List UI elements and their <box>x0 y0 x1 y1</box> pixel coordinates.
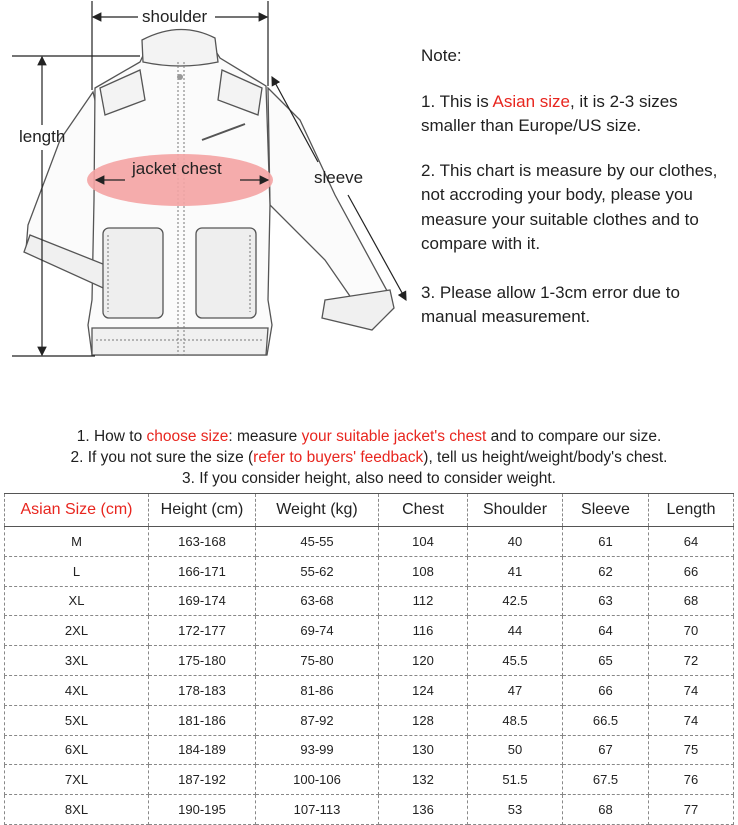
table-cell: 172-177 <box>149 616 256 646</box>
table-cell: 63 <box>563 586 649 616</box>
instruction-1-c: : measure <box>228 428 302 445</box>
table-cell: 130 <box>379 735 468 765</box>
table-cell: 72 <box>649 646 734 676</box>
table-cell: 63-68 <box>256 586 379 616</box>
table-cell: 93-99 <box>256 735 379 765</box>
table-cell: 2XL <box>5 616 149 646</box>
shoulder-label: shoulder <box>142 7 208 26</box>
table-cell: 40 <box>468 527 563 557</box>
table-cell: 66 <box>563 675 649 705</box>
table-cell: 112 <box>379 586 468 616</box>
table-cell: 76 <box>649 765 734 795</box>
note-2: 2. This chart is measure by our clothes, not accroding your body, please you measure your suitable clothes and to compare with it. <box>421 160 718 253</box>
table-cell: 181-186 <box>149 705 256 735</box>
table-cell: M <box>5 527 149 557</box>
table-cell: 77 <box>649 795 734 825</box>
size-chart-table <box>4 493 734 825</box>
note-3: 3. Please allow 1-3cm error due to manual measurement. <box>421 282 680 326</box>
table-cell: 68 <box>563 795 649 825</box>
instruction-1-b: choose size <box>146 428 229 445</box>
instruction-2 <box>0 447 738 468</box>
table-row <box>5 735 734 765</box>
table-row <box>5 586 734 616</box>
notes-title: Note: <box>421 46 462 65</box>
table-cell: 67 <box>563 735 649 765</box>
table-header-row <box>5 494 734 527</box>
notes-panel <box>421 44 733 330</box>
header-weight: Weight (kg) <box>256 494 379 527</box>
table-cell: XL <box>5 586 149 616</box>
header-height: Height (cm) <box>149 494 256 527</box>
note-1-text-end: , it is 2-3 sizes smaller than Europe/US size. <box>421 91 678 135</box>
table-cell: 166-171 <box>149 556 256 586</box>
header-length: Length <box>649 494 734 527</box>
table-cell: 87-92 <box>256 705 379 735</box>
table-cell: 116 <box>379 616 468 646</box>
table-cell: 67.5 <box>563 765 649 795</box>
table-cell: 50 <box>468 735 563 765</box>
table-cell: 184-189 <box>149 735 256 765</box>
table-cell: 55-62 <box>256 556 379 586</box>
instruction-2-b: refer to buyers' feedback <box>253 449 424 466</box>
table-cell: 65 <box>563 646 649 676</box>
table-cell: 3XL <box>5 646 149 676</box>
table-cell: 48.5 <box>468 705 563 735</box>
table-cell: 163-168 <box>149 527 256 557</box>
instruction-1-a: 1. How to <box>76 428 147 445</box>
table-cell: 120 <box>379 646 468 676</box>
table-row <box>5 705 734 735</box>
sleeve-label: sleeve <box>314 168 364 187</box>
instruction-1 <box>0 426 738 447</box>
table-row <box>5 765 734 795</box>
table-row <box>5 616 734 646</box>
table-cell: 69-74 <box>256 616 379 646</box>
table-cell: 169-174 <box>149 586 256 616</box>
header-asian-size: Asian Size (cm) <box>5 494 149 527</box>
table-cell: L <box>5 556 149 586</box>
instruction-1-d: your suitable jacket's chest <box>301 428 487 445</box>
instruction-3: 3. If you consider height, also need to consider weight. <box>182 470 556 487</box>
note-1 <box>421 90 733 139</box>
table-cell: 74 <box>649 705 734 735</box>
table-cell: 104 <box>379 527 468 557</box>
table-cell: 128 <box>379 705 468 735</box>
table-cell: 51.5 <box>468 765 563 795</box>
table-cell: 45-55 <box>256 527 379 557</box>
table-cell: 107-113 <box>256 795 379 825</box>
length-label: length <box>19 127 66 146</box>
table-cell: 64 <box>563 616 649 646</box>
table-cell: 75 <box>649 735 734 765</box>
table-cell: 132 <box>379 765 468 795</box>
table-cell: 4XL <box>5 675 149 705</box>
note-1-text: 1. This is <box>421 91 493 111</box>
table-cell: 61 <box>563 527 649 557</box>
table-cell: 124 <box>379 675 468 705</box>
table-cell: 41 <box>468 556 563 586</box>
instruction-1-e: and to compare our size. <box>486 428 662 445</box>
table-cell: 190-195 <box>149 795 256 825</box>
table-cell: 5XL <box>5 705 149 735</box>
size-instructions <box>0 426 738 489</box>
header-shoulder: Shoulder <box>468 494 563 527</box>
table-cell: 66.5 <box>563 705 649 735</box>
table-row <box>5 675 734 705</box>
table-cell: 64 <box>649 527 734 557</box>
table-cell: 44 <box>468 616 563 646</box>
table-row <box>5 556 734 586</box>
table-cell: 100-106 <box>256 765 379 795</box>
table-cell: 75-80 <box>256 646 379 676</box>
table-row <box>5 527 734 557</box>
table-cell: 53 <box>468 795 563 825</box>
table-cell: 68 <box>649 586 734 616</box>
collar-button <box>177 74 183 80</box>
table-cell: 6XL <box>5 735 149 765</box>
table-cell: 178-183 <box>149 675 256 705</box>
instruction-2-c: ), tell us height/weight/body's chest. <box>423 449 668 466</box>
table-cell: 8XL <box>5 795 149 825</box>
header-chest: Chest <box>379 494 468 527</box>
table-row <box>5 795 734 825</box>
table-row <box>5 646 734 676</box>
table-cell: 187-192 <box>149 765 256 795</box>
table-cell: 136 <box>379 795 468 825</box>
table-cell: 7XL <box>5 765 149 795</box>
table-cell: 62 <box>563 556 649 586</box>
header-sleeve: Sleeve <box>563 494 649 527</box>
table-cell: 74 <box>649 675 734 705</box>
table-cell: 81-86 <box>256 675 379 705</box>
instruction-2-a: 2. If you not sure the size ( <box>70 449 254 466</box>
table-cell: 175-180 <box>149 646 256 676</box>
table-cell: 70 <box>649 616 734 646</box>
note-1-highlight: Asian size <box>492 91 570 111</box>
table-cell: 42.5 <box>468 586 563 616</box>
table-cell: 45.5 <box>468 646 563 676</box>
table-cell: 108 <box>379 556 468 586</box>
table-cell: 66 <box>649 556 734 586</box>
table-cell: 47 <box>468 675 563 705</box>
chest-label: jacket chest <box>132 159 222 178</box>
